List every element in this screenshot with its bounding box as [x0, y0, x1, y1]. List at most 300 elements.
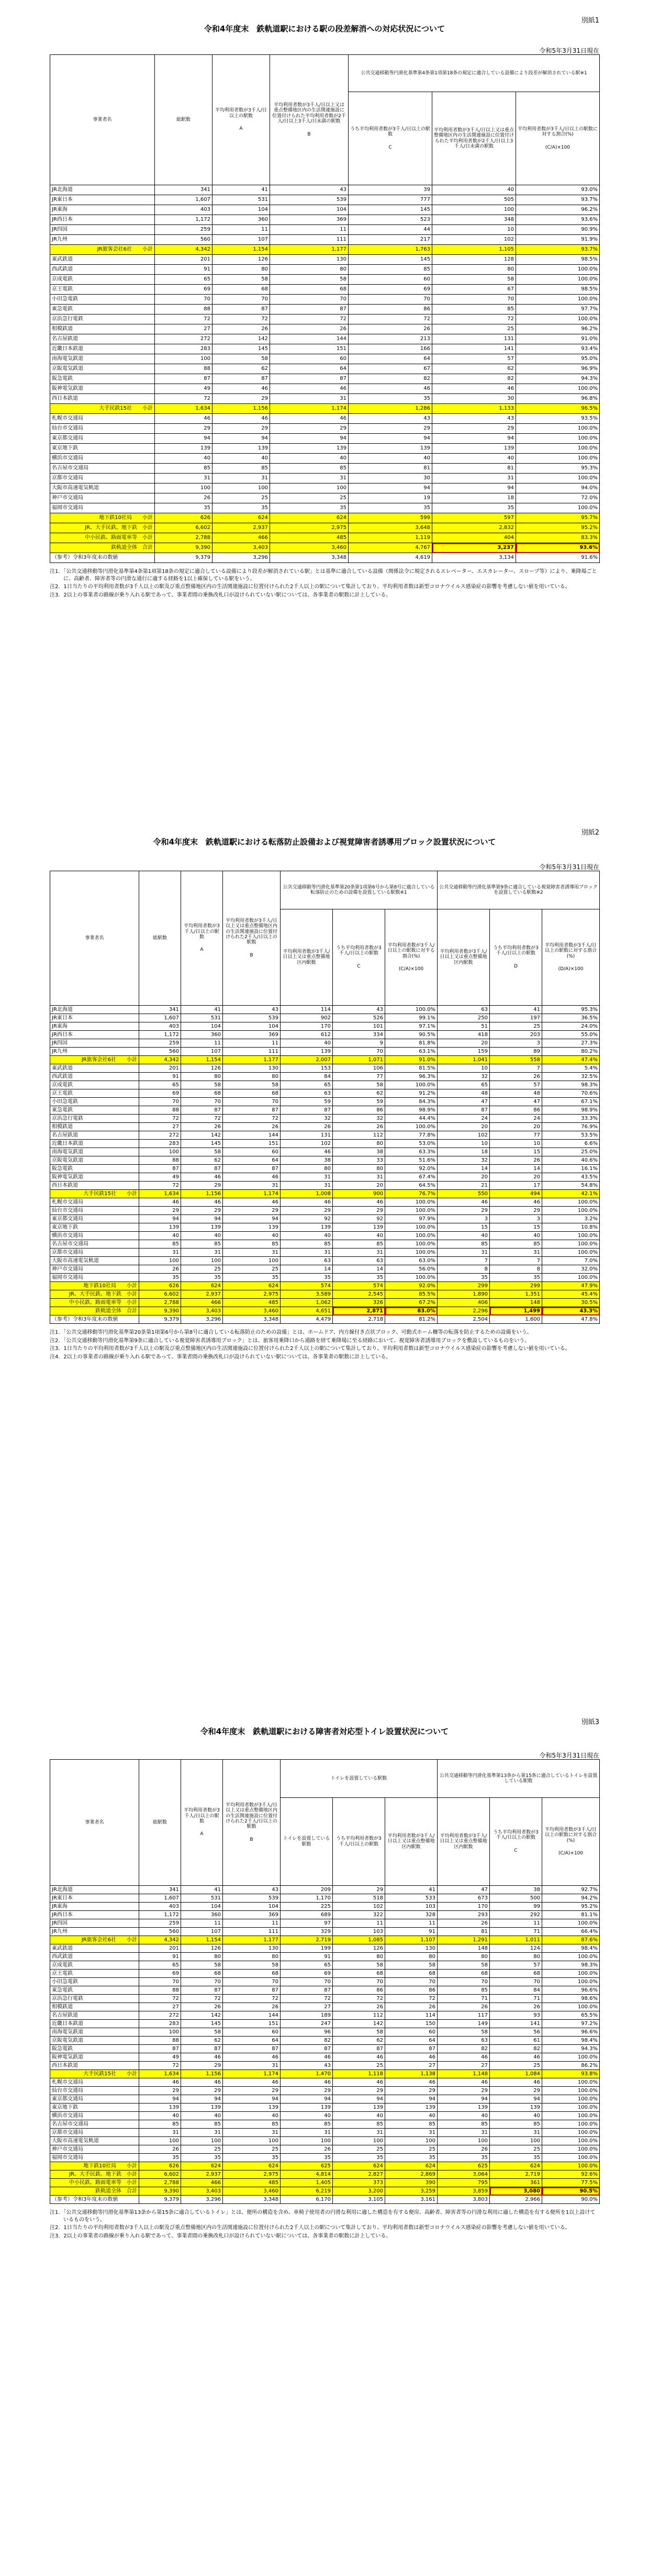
row-value-cell: 9 [333, 1039, 385, 1048]
row-value-cell: 46 [223, 1198, 281, 1207]
row-value-cell: 98.4% [542, 1944, 600, 1953]
row-value-cell: 96.2% [516, 324, 600, 334]
row-value-cell: 2,937 [181, 2170, 223, 2179]
row-value-cell: 141 [490, 2020, 542, 2028]
row-value-cell: 100.0% [542, 1232, 600, 1240]
row-value-cell: 87 [212, 374, 270, 384]
row-value-cell: 19 [349, 493, 432, 503]
row-value-cell: 197 [490, 1014, 542, 1022]
table-row [50, 1911, 600, 1919]
row-value-cell: 26 [155, 493, 212, 503]
row-value-cell: 4,619 [349, 553, 432, 563]
row-value-cell: 72 [270, 314, 349, 324]
note-line: 注2．1日当たりの平均利用者数が3千人以上の駅及び重点整備地区内の生活関連施設に位置付けられた2千人以上の駅について集計しており、平均利用者数は新型コロナウイルス感染症の影響を考慮しない値を用いている。 [50, 2225, 570, 2231]
row-value-cell: 100.0% [542, 1919, 600, 1928]
col-header-name: 事業者名 [50, 55, 155, 185]
row-value-cell: 87 [181, 2045, 223, 2053]
row-value-cell: 32.0% [542, 1265, 600, 1274]
col-header-pct-formula: (C/A)×100 [545, 144, 570, 150]
row-value-cell: 80 [181, 1953, 223, 1961]
table-row [50, 1944, 600, 1953]
row-name-cell: 東急電鉄 [50, 1986, 139, 1995]
row-value-cell: 91.0% [516, 334, 600, 344]
row-value-cell: 247 [281, 2020, 333, 2028]
row-value-cell: 25 [181, 1265, 223, 1274]
row-value-cell: 2,718 [333, 1315, 385, 1324]
row-value-cell: 341 [139, 1886, 181, 1894]
row-value-cell: 100.0% [542, 2129, 600, 2137]
row-value-cell: 145 [349, 255, 432, 265]
row-name-cell: 京王電鉄 [50, 1089, 139, 1098]
row-value-cell: 70 [139, 1098, 181, 1106]
row-value-cell: 626 [139, 2162, 181, 2170]
row-value-cell: 4,342 [139, 1056, 181, 1064]
row-value-cell: 58 [223, 1961, 281, 1970]
row-value-cell: 98.3% [542, 1081, 600, 1089]
row-value-cell: 1,174 [270, 404, 349, 414]
row-value-cell: 20 [490, 1123, 542, 1131]
row-value-cell: 25 [432, 324, 516, 334]
row-value-cell: 624 [270, 513, 349, 523]
row-value-cell: 2,719 [281, 1936, 333, 1944]
row-name-cell: 東京地下鉄 [50, 444, 155, 454]
table-row [50, 1240, 600, 1248]
row-value-cell: 95.3% [542, 1006, 600, 1014]
row-value-cell: 3 [490, 1039, 542, 1048]
row-value-cell: 58 [333, 1081, 385, 1089]
row-value-cell: 292 [490, 1911, 542, 1919]
row-value-cell: 71 [490, 1928, 542, 1936]
row-value-cell: 2,719 [490, 2170, 542, 2179]
row-value-cell: 44.4% [385, 1115, 438, 1123]
row-value-cell: 29 [181, 2087, 223, 2095]
row-name-cell: 京都市交通局 [50, 1248, 139, 1257]
row-value-cell: 63.3% [385, 1148, 438, 1156]
row-value-cell: 43.3% [542, 1307, 600, 1315]
row-name-cell: 大阪市高速電気軌道 [50, 483, 155, 493]
table-row [50, 1182, 600, 1190]
row-name-cell: 札幌市交通局 [50, 414, 155, 424]
row-value-cell: 170 [281, 1022, 333, 1031]
table-row [50, 344, 600, 354]
table-row [50, 424, 600, 434]
row-value-cell: 46 [270, 414, 349, 424]
row-name-cell: 横浜市交通局 [50, 1232, 139, 1240]
row-value-cell: 84 [490, 1986, 542, 1995]
row-value-cell: 43 [432, 414, 516, 424]
row-value-cell: 88 [139, 1986, 181, 1995]
row-value-cell: 17 [490, 1182, 542, 1190]
row-value-cell: 1,177 [270, 245, 349, 255]
table-row [50, 1173, 600, 1182]
row-name-cell: 大手民鉄15社 小計 [50, 1190, 139, 1198]
row-value-cell: 31 [212, 474, 270, 483]
row-value-cell: 63 [438, 2037, 490, 2045]
table-row [50, 305, 600, 314]
row-name-cell: 相模鉄道 [50, 2003, 139, 2011]
row-value-cell: 46 [139, 2078, 181, 2087]
row-value-cell: 82 [432, 374, 516, 384]
row-value-cell: 72 [432, 314, 516, 324]
table-row [50, 2162, 600, 2170]
row-value-cell: 1,008 [281, 1190, 333, 1198]
row-value-cell: 65 [139, 1081, 181, 1089]
row-value-cell: 102 [281, 1140, 333, 1148]
row-value-cell: 35 [349, 503, 432, 513]
row-value-cell: 80 [281, 1165, 333, 1173]
row-name-cell: 京王電鉄 [50, 285, 155, 295]
row-value-cell: 29 [385, 2087, 438, 2095]
row-value-cell: 46 [223, 1173, 281, 1182]
row-value-cell: 100.0% [542, 1240, 600, 1248]
row-value-cell: 159 [438, 1048, 490, 1056]
row-value-cell: 48 [490, 1089, 542, 1098]
row-value-cell: 94 [139, 2095, 181, 2103]
row-value-cell: 58 [212, 275, 270, 285]
table-row [50, 513, 600, 523]
table-row [50, 2062, 600, 2070]
row-name-cell: 京阪電気鉄道 [50, 2037, 139, 2045]
table-row [50, 1207, 600, 1215]
sheet-2 [50, 827, 599, 1362]
table-row [50, 295, 600, 305]
row-value-cell: 27 [438, 2062, 490, 2070]
row-value-cell: 38 [333, 1148, 385, 1156]
row-value-cell: 29 [438, 1207, 490, 1215]
row-value-cell: 170 [438, 1903, 490, 1911]
row-value-cell: 93.8% [542, 2070, 600, 2078]
row-value-cell: 35 [281, 2154, 333, 2162]
row-value-cell: 71 [490, 1995, 542, 2003]
row-value-cell: 100 [155, 483, 212, 493]
row-value-cell: 26 [181, 2003, 223, 2011]
row-value-cell: 68 [385, 1970, 438, 1978]
row-value-cell: 20 [438, 1173, 490, 1182]
row-value-cell: 142 [333, 2020, 385, 2028]
row-value-cell: 369 [270, 215, 349, 225]
row-value-cell: 3,296 [181, 2196, 223, 2204]
table-row [50, 1106, 600, 1115]
row-value-cell: 100.0% [385, 1081, 438, 1089]
row-value-cell: 90.0% [542, 2196, 600, 2204]
col-header-accessible-c-label: 平均利用者数が3千人/日以上の駅数に対する割合(%) [545, 1827, 597, 1843]
row-value-cell: 64 [385, 2037, 438, 2045]
row-value-cell: 41 [181, 1006, 223, 1014]
row-value-cell: 100.0% [385, 1240, 438, 1248]
row-value-cell: 65.5% [542, 2011, 600, 2020]
col-header-total: 総駅数 [139, 871, 181, 1006]
row-value-cell: 3,134 [432, 553, 516, 563]
row-name-cell: JR、大手民鉄、地下鉄 小計 [50, 1290, 139, 1299]
row-value-cell: 80 [385, 1953, 438, 1961]
table-row [50, 1014, 600, 1022]
sheet2-table-body [50, 1006, 600, 1324]
row-value-cell: 102 [432, 235, 516, 245]
row-value-cell: 217 [349, 235, 432, 245]
row-name-cell: 京成電鉄 [50, 1961, 139, 1970]
row-value-cell: 87 [223, 2045, 281, 2053]
row-name-cell: 京成電鉄 [50, 275, 155, 285]
row-value-cell: 7.0% [542, 1257, 600, 1265]
row-value-cell: 1,499 [490, 1307, 542, 1315]
col-header-total: 総駅数 [139, 1760, 181, 1886]
row-value-cell: 100.0% [516, 454, 600, 464]
row-value-cell: 2,869 [385, 2170, 438, 2179]
row-value-cell: 26 [490, 1073, 542, 1081]
row-value-cell: 100.0% [542, 2087, 600, 2095]
row-value-cell: 100.0% [516, 295, 600, 305]
row-value-cell: 139 [281, 2103, 333, 2112]
row-name-cell: （参考）令和3年度末の数値 [50, 2196, 139, 2204]
row-value-cell: 47.4% [542, 1056, 600, 1064]
table-row [50, 1903, 600, 1911]
row-value-cell: 360 [181, 1031, 223, 1039]
table-row [50, 2078, 600, 2087]
col-header-c-letter: C [388, 144, 392, 150]
row-value-cell: 100.0% [542, 1970, 600, 1978]
row-value-cell: 100.0% [385, 1006, 438, 1014]
row-value-cell: 26 [349, 324, 432, 334]
row-value-cell: 533 [385, 1894, 438, 1903]
table-row [50, 2087, 600, 2095]
row-value-cell: 6,602 [139, 2170, 181, 2179]
row-value-cell: 777 [349, 195, 432, 205]
row-name-cell: 横浜市交通局 [50, 454, 155, 464]
row-value-cell: 3,648 [349, 523, 432, 533]
row-value-cell: 94.0% [516, 483, 600, 493]
row-name-cell: 地下鉄10社局 小計 [50, 513, 155, 523]
row-value-cell: 1,634 [139, 1190, 181, 1198]
row-value-cell: 624 [333, 2162, 385, 2170]
row-value-cell: 82 [349, 374, 432, 384]
row-value-cell: 93.5% [516, 414, 600, 424]
note-line: 注1．「公共交通移動等円滑化基準第4条第1項第18条の規定に適合している設備により段差が解消されている駅」とは基準に適合している設備（関係法令に規定されるエレベーター、エスカレーター、スロープ等）により、乗降場ごとに、高齢者、障害者等の円滑な通行に適する経路を1以上確保している駅をいう。 [50, 569, 597, 582]
row-value-cell: 29 [212, 394, 270, 404]
row-name-cell: JR旅客会社6社 小計 [50, 1056, 139, 1064]
table-row [50, 394, 600, 404]
sheet2-notes [50, 1329, 599, 1360]
row-value-cell: 58 [432, 275, 516, 285]
row-name-cell: 東武鉄道 [50, 1064, 139, 1073]
col-header-blocks-c-label: 平均利用者数が3千人/日以上の駅数に対する割合(%) [545, 942, 597, 959]
row-value-cell: 69 [139, 1970, 181, 1978]
col-header-toilet-a: トイレを設置している駅数 [281, 1798, 333, 1886]
row-value-cell: 624 [385, 2162, 438, 2170]
row-value-cell: 87 [223, 1106, 281, 1115]
row-value-cell: 139 [223, 1223, 281, 1232]
row-value-cell: 83.0% [385, 1307, 438, 1315]
row-value-cell: 100.0% [516, 503, 600, 513]
row-value-cell: 30 [432, 394, 516, 404]
table-row [50, 1081, 600, 1089]
table-row [50, 1290, 600, 1299]
table-row [50, 1115, 600, 1123]
row-value-cell: 29 [223, 1207, 281, 1215]
table-row [50, 1098, 600, 1106]
row-value-cell: 62 [181, 1156, 223, 1165]
row-value-cell: 67.1% [542, 1098, 600, 1106]
row-value-cell: 65 [281, 1961, 333, 1970]
row-value-cell: 9,379 [139, 1315, 181, 1324]
row-value-cell: 32 [281, 1115, 333, 1123]
row-value-cell: 4,767 [349, 543, 432, 553]
row-value-cell: 92.0% [385, 1282, 438, 1290]
row-value-cell: 63 [281, 1257, 333, 1265]
row-value-cell: 49 [139, 2053, 181, 2062]
row-value-cell: 3,348 [223, 2196, 281, 2204]
row-value-cell: 62 [212, 364, 270, 374]
table-row [50, 1140, 600, 1148]
row-value-cell: 26 [333, 2003, 385, 2011]
row-value-cell: 26 [223, 2003, 281, 2011]
row-value-cell: 40 [181, 1232, 223, 1240]
row-value-cell: 26 [281, 1123, 333, 1131]
table-row [50, 1265, 600, 1274]
sheet-title: 令和4年度末 鉄軌道駅における障害者対応型トイレ設置状況について [200, 1727, 449, 1736]
row-value-cell: 31 [333, 2129, 385, 2137]
row-value-cell: 91 [155, 265, 212, 275]
row-value-cell: 128 [432, 255, 516, 265]
row-name-cell: 西日本鉄道 [50, 1182, 139, 1190]
row-value-cell: 1,105 [432, 245, 516, 255]
row-value-cell: 100 [490, 2137, 542, 2145]
row-name-cell: （参考）令和3年度末の数値 [50, 553, 155, 563]
row-value-cell: 85 [333, 1240, 385, 1248]
table-row [50, 195, 600, 205]
row-value-cell: 29 [281, 1207, 333, 1215]
row-value-cell: 72 [333, 1995, 385, 2003]
row-value-cell: 87 [223, 1165, 281, 1173]
row-value-cell: 7 [490, 1064, 542, 1073]
row-value-cell: 94.2% [542, 1894, 600, 1903]
row-value-cell: 44 [349, 225, 432, 235]
row-value-cell: 85 [281, 2120, 333, 2129]
row-value-cell: 624 [181, 2162, 223, 2170]
table-row [50, 474, 600, 483]
row-value-cell: 11 [223, 1919, 281, 1928]
row-value-cell: 68 [490, 1970, 542, 1978]
row-value-cell: 130 [385, 1944, 438, 1953]
row-value-cell: 94 [181, 2095, 223, 2103]
col-header-accessible-b-label: うち平均利用者数が3千人/日以上の駅数 [493, 1830, 539, 1841]
sheet-label: 別紙3 [581, 1718, 599, 1726]
row-value-cell: 18 [438, 1148, 490, 1156]
row-value-cell: 3,403 [181, 1307, 223, 1315]
row-value-cell: 625 [281, 2162, 333, 2170]
row-name-cell: 阪急電鉄 [50, 1165, 139, 1173]
row-value-cell: 1,156 [181, 1190, 223, 1198]
col-header-fall-c-label: 平均利用者数が3千人/日以上の駅数に対する割合(%) [387, 942, 435, 959]
col-header-c [349, 92, 432, 185]
row-value-cell: 2,832 [432, 523, 516, 533]
row-name-cell: 近畿日本鉄道 [50, 1140, 139, 1148]
row-value-cell: 46 [333, 2053, 385, 2062]
row-value-cell: 92 [333, 1215, 385, 1223]
row-value-cell: 25 [212, 493, 270, 503]
row-value-cell: 9,390 [139, 2187, 181, 2196]
row-value-cell: 100.0% [385, 1223, 438, 1232]
row-value-cell: 31 [490, 1248, 542, 1257]
row-value-cell: 485 [270, 533, 349, 543]
col-header-accessible-a: 平均利用者数が3千人/日以上又は重点整備地区内駅数 [438, 1798, 490, 1886]
row-value-cell: 272 [139, 1131, 181, 1140]
row-name-cell: 名古屋市交通局 [50, 2120, 139, 2129]
row-value-cell: 100.0% [516, 474, 600, 483]
row-value-cell: 3,460 [223, 2187, 281, 2196]
row-value-cell: 100 [385, 2137, 438, 2145]
row-name-cell: 相模鉄道 [50, 324, 155, 334]
row-value-cell: 3,803 [438, 2196, 490, 2204]
row-value-cell: 46 [385, 2078, 438, 2087]
sheet3-notes [50, 2209, 599, 2240]
row-value-cell: 148 [438, 1944, 490, 1953]
row-value-cell: 25 [270, 493, 349, 503]
row-value-cell: 31 [490, 2129, 542, 2137]
row-value-cell: 624 [223, 1282, 281, 1290]
table-row [50, 1307, 600, 1315]
row-value-cell: 100.0% [542, 1207, 600, 1215]
row-value-cell: 16.1% [542, 1165, 600, 1173]
table-row [50, 334, 600, 344]
row-value-cell: 86 [349, 305, 432, 314]
row-value-cell: 95.2% [542, 1903, 600, 1911]
row-value-cell: 46 [281, 1198, 333, 1207]
row-value-cell: 1,351 [490, 1290, 542, 1299]
row-value-cell: 85 [438, 1240, 490, 1248]
row-value-cell: 68 [223, 1970, 281, 1978]
row-value-cell: 29 [281, 2087, 333, 2095]
row-value-cell: 85 [490, 1240, 542, 1248]
note-line: 注3．1日当たりの平均利用者数が3千人以上の駅及び重点整備地区内の生活関連施設に位置付けられた2千人以上の駅について集計しており、平均利用者数は新型コロナウイルス感染症の影響を考慮しない値を用いている。 [50, 1346, 570, 1352]
note-line: 注3．2以上の事業者の路線が乗り入れる駅であって、事業者間の乗換改札口が設けられていない駅については、各事業者の駅数に計上している。 [50, 592, 391, 598]
row-value-cell: 98.9% [385, 1106, 438, 1115]
row-value-cell: 100.0% [516, 275, 600, 285]
row-value-cell: 1,607 [155, 195, 212, 205]
row-value-cell: 94 [490, 2095, 542, 2103]
row-value-cell: 3,064 [438, 2170, 490, 2179]
row-value-cell: 43 [223, 1886, 281, 1894]
table-row [50, 2103, 600, 2112]
row-value-cell: 466 [181, 1299, 223, 1307]
row-value-cell: 25 [490, 1022, 542, 1031]
row-value-cell: 60 [223, 2028, 281, 2037]
row-value-cell: 90.9% [516, 225, 600, 235]
table-row [50, 493, 600, 503]
table-row [50, 314, 600, 324]
row-value-cell: 24 [490, 1115, 542, 1123]
row-value-cell: 46 [281, 2053, 333, 2062]
row-value-cell: 1,600 [490, 1315, 542, 1324]
row-value-cell: 40 [270, 454, 349, 464]
col-header-fall-b-letter: C [357, 963, 361, 969]
row-value-cell: 1,085 [333, 1936, 385, 1944]
row-value-cell: 144 [270, 334, 349, 344]
row-name-cell: 南海電気鉄道 [50, 2028, 139, 2037]
row-value-cell: 1,071 [333, 1056, 385, 1064]
row-value-cell: 40 [333, 1232, 385, 1240]
row-value-cell: 87 [270, 305, 349, 314]
row-value-cell: 26 [385, 2003, 438, 2011]
col-header-a-label: 平均利用者数が3千人/日以上の駅数 [184, 924, 220, 940]
row-value-cell: 85 [212, 464, 270, 474]
row-value-cell: 9,390 [155, 543, 212, 553]
table-row [50, 1039, 600, 1048]
row-value-cell: 72 [155, 314, 212, 324]
row-value-cell: 94 [139, 1215, 181, 1223]
row-value-cell: 60 [349, 275, 432, 285]
row-value-cell: 87 [155, 374, 212, 384]
row-value-cell: 25 [181, 2145, 223, 2154]
